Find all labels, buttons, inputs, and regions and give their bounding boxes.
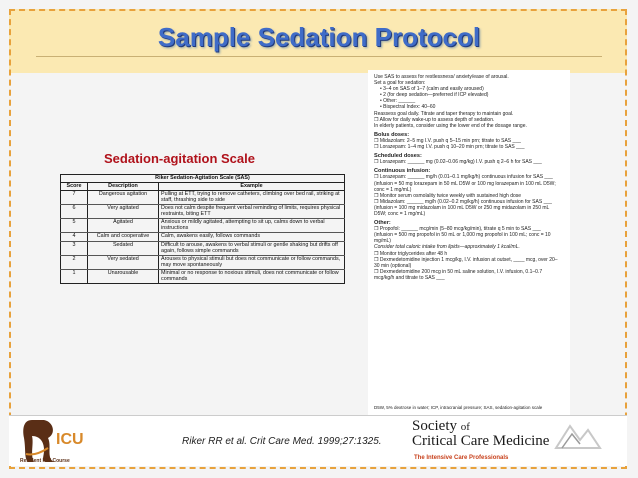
protocol-panel <box>368 70 564 415</box>
table-row <box>61 256 345 270</box>
row-score: 4 <box>61 233 88 242</box>
row-description: Sedated <box>88 242 159 256</box>
sas-table <box>60 182 345 284</box>
header-score: Score <box>61 183 88 191</box>
continuous-item: ❐ Midazolam: ______ mg/h (0.02–0.2 mg/kg/h) continuous infusion for SAS ___ (infusion = 100 mg midazolam in 100 mL D5W or 250 mg midazolam in 250 mL D5W; conc = 1 mg/mL) <box>374 198 552 217</box>
table-row <box>61 242 345 256</box>
sas-table-caption: Riker Sedation-Agitation Scale (SAS) <box>60 174 345 182</box>
protocol-shadow <box>564 70 570 415</box>
row-score: 1 <box>61 270 88 284</box>
protocol-intro: Use SAS to assess for restlessness/ anxiety/ease of arousal. <box>374 74 509 80</box>
row-score: 5 <box>61 219 88 233</box>
row-example: Minimal or no response to noxious stimuli, does not communicate or follow commands <box>159 270 345 284</box>
table-row <box>61 191 345 205</box>
table-row <box>61 219 345 233</box>
goal-item: • Other: ______ <box>380 98 416 105</box>
sccm-word-of: of <box>460 421 470 433</box>
other-item: ❐ Monitor triglycerides after 48 h <box>374 250 448 257</box>
row-example: Pulling at ETT, trying to remove catheters, climbing over bed rail, striking at staff, thrashing side to side <box>159 191 345 205</box>
table-row <box>61 270 345 284</box>
row-score: 6 <box>61 205 88 219</box>
ricu-caption: Resident ICU Course <box>20 458 70 464</box>
wakeup-text: ❐ Allow for daily wake-up to assess depth of sedation. <box>374 116 495 123</box>
goal-heading: Set a goal for sedation: <box>374 80 426 87</box>
bolus-item: ❐ Midazolam: 2–5 mg I.V. push q 5–15 min prn; titrate to SAS ___ <box>374 137 521 144</box>
goal-item: • 2 (for deep sedation—preferred if ICP elevated) <box>380 92 489 99</box>
other-item: ❐ Propofol: ______ mcg/min (5–80 mcg/kg/min), titrate q 5 min to SAS ___ <box>374 226 541 233</box>
scale-heading: Sedation-agitation Scale <box>104 151 255 166</box>
row-score: 3 <box>61 242 88 256</box>
sas-table-container <box>60 174 345 284</box>
elderly-text: In elderly patients, consider using the lower end of the dosage range. <box>374 122 527 129</box>
row-description: Calm and cooperative <box>88 233 159 242</box>
other-item: (infusion = 500 mg propofol in 50 mL or 1,000 mg propofol in 100 mL; conc = 10 mg/mL) <box>374 232 551 245</box>
protocol-footnote: D5W, 5% dextrose in water; ICP, intracranial pressure; SAS, sedation-agitation scale <box>368 404 568 411</box>
row-example: Difficult to arouse, awakens to verbal stimuli or gentle shaking but drifts off again, follows simple commands <box>159 242 345 256</box>
sccm-name-line2: Critical Care Medicine <box>412 433 550 449</box>
row-score: 7 <box>61 191 88 205</box>
row-example: Calm, awakens easily, follows commands <box>159 233 345 242</box>
goal-item: • 3–4 on SAS of 1–7 (calm and easily aroused) <box>380 86 484 93</box>
row-example: Arouses to physical stimuli but does not communicate or follow commands, may move spontaneously <box>159 256 345 270</box>
bolus-item: ❐ Lorazepam: 1–4 mg I.V. push q 10–20 min prn; titrate to SAS ___ <box>374 144 525 151</box>
continuous-item: ❐ Monitor serum osmolality twice weekly with sustained high dose <box>374 192 522 199</box>
bolus-heading: Bolus doses: <box>374 131 410 138</box>
table-row <box>61 205 345 219</box>
sccm-word-society: Society <box>412 418 457 434</box>
continuous-item: ❐ Lorazepam: ______ mg/h (0.01–0.1 mg/kg/h) continuous infusion for SAS ___ (infusion = 50 mg lorazepam in 50 mL D5W or 100 mg lorazepam in 100 mL D5W; conc = 1 mg/mL) <box>374 174 556 193</box>
row-description: Very sedated <box>88 256 159 270</box>
sccm-mountain-icon <box>556 426 600 448</box>
other-heading: Other: <box>374 220 391 227</box>
reassess-text: Reassess goal daily. Titrate and taper therapy to maintain goal. <box>374 110 514 117</box>
row-score: 2 <box>61 256 88 270</box>
slide-title: Sample Sedation Protocol <box>157 22 481 52</box>
ricu-r-mark <box>23 420 54 462</box>
row-description: Dangerous agitation <box>88 191 159 205</box>
sccm-tagline: The Intensive Care Professionals <box>414 455 509 461</box>
row-description: Unarousable <box>88 270 159 284</box>
row-example: Does not calm despite frequent verbal reminding of limits, requires physical restraints, biting ETT <box>159 205 345 219</box>
header-example: Example <box>159 183 345 191</box>
table-row <box>61 233 345 242</box>
header-description: Description <box>88 183 159 191</box>
ricu-logo-text: ICU <box>56 431 84 448</box>
other-item: ❐ Dexmedetomidine 200 mcg in 50 mL saline solution, I.V. infusion, 0.1–0.7 mcg/kg/h and titrate to SAS ___ <box>374 268 543 281</box>
row-description: Agitated <box>88 219 159 233</box>
other-item: Consider total caloric intake from lipids—approximately 1 kcal/mL. <box>374 244 520 251</box>
row-example: Anxious or mildly agitated, attempting to sit up, calms down to verbal instructions <box>159 219 345 233</box>
citation: Riker RR et al. Crit Care Med. 1999;27:1325. <box>182 436 382 447</box>
continuous-heading: Continuous infusion: <box>374 168 431 175</box>
goal-item: • Bispectral Index: 40–60 <box>380 104 436 111</box>
sccm-logo-mark <box>552 418 604 454</box>
scheduled-heading: Scheduled doses: <box>374 153 422 160</box>
other-item: ❐ Dexmedetomidine injection 1 mcg/kg, I.V. infusion at outset, ____ mcg, over 20–30 min (optional) <box>374 256 558 269</box>
row-description: Very agitated <box>88 205 159 219</box>
scheduled-item: ❐ Lorazepam: ______ mg (0.02–0.06 mg/kg) I.V. push q 2–6 h for SAS ___ <box>374 159 542 166</box>
